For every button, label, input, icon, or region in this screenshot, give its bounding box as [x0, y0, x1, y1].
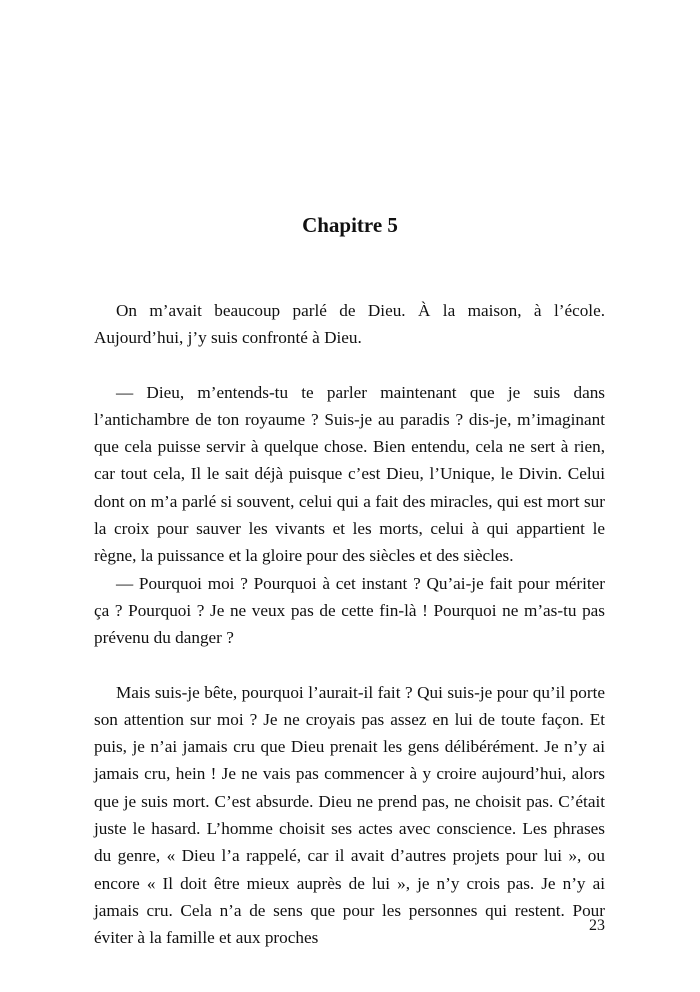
- paragraph-3: — Pourquoi moi ? Pourquoi à cet instant ? Qu’ai-je fait pour mériter ça ? Pourquoi ? Je ne veux pas de cette fin-là ! Pourquoi ne m’as-tu pas prévenu du danger ?: [94, 573, 605, 648]
- paragraph-4: Mais suis-je bête, pourquoi l’aurait-il fait ? Qui suis-je pour qu’il porte son attention sur moi ? Je ne croyais pas assez en lui de toute façon. Et puis, je n’ai jamais cru que Dieu prenait les gens délibérément. Je n’y ai jamais cru, hein ! Je ne vais pas commencer à y croire aujourd’hui, alors que je suis mort. C’est absurde. Dieu ne prend pas, ne choisit pas. C’était juste le hasard. L’homme choisit ses actes avec conscience. Les phrases du genre, « Dieu l’a rappelé, car il avait d’autres projets pour lui », ou encore « Il doit être mieux auprès de lui », je n’y crois pas. Je n’y ai jamais cru. Cela n’a de sens que pour les personnes qui restent. Pour éviter à la famille et aux proches: [94, 682, 605, 948]
- paragraph-1: On m’avait beaucoup parlé de Dieu. À la maison, à l’école. Aujourd’hui, j’y suis confronté à Dieu.: [94, 301, 605, 348]
- paragraph-gap: [94, 652, 605, 679]
- chapter-body: [94, 297, 605, 952]
- paragraph-gap: [94, 352, 605, 379]
- chapter-title: Chapitre 5: [302, 213, 398, 238]
- page-number: 23: [589, 917, 605, 934]
- paragraph-2: — Dieu, m’entends-tu te parler maintenant que je suis dans l’antichambre de ton royaume ? Suis-je au paradis ? dis-je, m’imaginant que cela puisse servir à quelque chose. Bien entendu, cela ne sert à rien, car tout cela, Il le sait déjà puisque c’est Dieu, l’Unique, le Divin. Celui dont on m’a parlé si souvent, celui qui a fait des miracles, qui est mort sur la croix pour sauver les vivants et les morts, celui à qui appartient le règne, la puissance et la gloire pour des siècles et des siècles.: [94, 382, 605, 566]
